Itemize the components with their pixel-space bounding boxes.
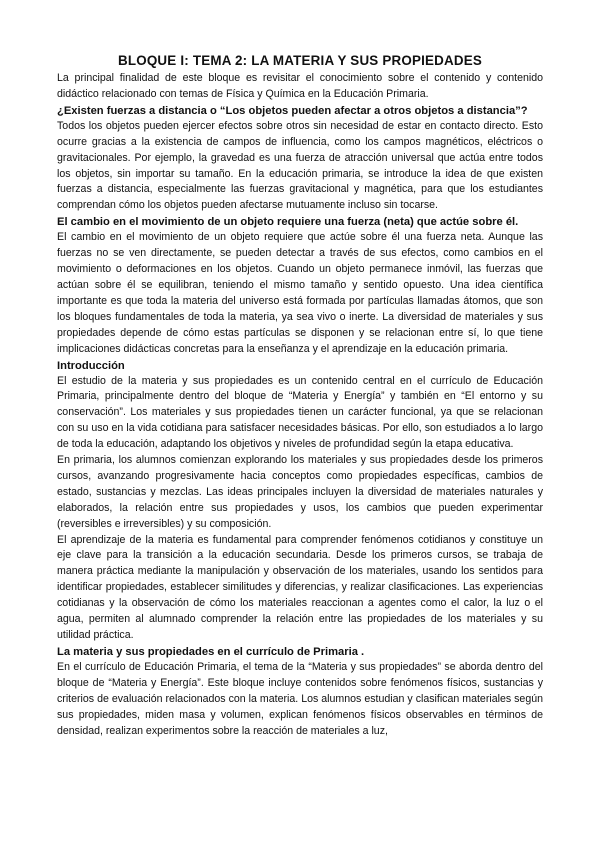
intro-paragraph: La principal finalidad de este bloque es revisitar el conocimiento sobre el contenido y contenido didáctico relacionado con temas de Física y Química en la Educación Primaria. — [57, 72, 543, 100]
paragraph-introduction-2: En primaria, los alumnos comienzan explorando los materiales y sus propiedades desde los primeros cursos, avanzando progresivamente hacia conceptos como propiedades específicas, cambios de estado, sustancias y mezclas. Las ideas principales incluyen la diversidad de materiales naturales y elaborados, la relación entre sus propiedades y usos, los cambios que pueden experimentar (reversibles e irreversibles) y su composición. — [57, 454, 543, 530]
paragraph-distance-forces: Todos los objetos pueden ejercer efectos sobre otros sin necesidad de estar en contacto directo. Esto ocurre gracias a la existencia de campos de influencia, como los campos magnéticos, eléctricos o gravitacionales. Por ejemplo, la gravedad es una fuerza de atracción universal que actúa entre todos los objetos, sin importar su tamaño. En la educación primaria, se introduce la idea de que existen fuerzas a distancia, especialmente las fuerzas gravitacional y magnética, para que los estudiantes comprendan cómo los objetos pueden afectarse mutuamente incluso sin tocarse. — [57, 119, 543, 212]
section-heading-curriculum: La materia y sus propiedades en el currículo de Primaria . — [57, 645, 365, 658]
section-heading-introduction: Introducción — [57, 359, 125, 372]
section-heading-net-force: El cambio en el movimiento de un objeto requiere una fuerza (neta) que actúe sobre él. — [57, 216, 519, 229]
paragraph-introduction-1: El estudio de la materia y sus propiedades es un contenido central en el currículo de Educación Primaria, principalmente dentro del bloque de “Materia y Energía” y también en “El entorno y su conservación”. Los materiales y sus propiedades tienen un carácter funcional, ya que se relacionan con su uso en la vida cotidiana para satisfacer necesidades básicas. Por ello, son estudiados a lo largo de toda la educación, adaptando los objetivos y niveles de profundidad según la etapa educativa. — [57, 374, 543, 451]
document-title: BLOQUE I: TEMA 2: LA MATERIA Y SUS PROPIEDADES — [117, 53, 483, 68]
paragraph-net-force: El cambio en el movimiento de un objeto requiere que actúe sobre él una fuerza neta. Aunque las fuerzas no se ven directamente, se pueden detectar a través de sus efectos, como cambios en el movimiento o deformaciones en los objetos. Cuando un objeto permanece inmóvil, las fuerzas que actúan sobre él se equilibran, teniendo el mismo tamaño y sentido opuesto. Una idea científica importante es que toda la materia del universo está formada por partículas llamadas átomos, que son los bloques fundamentales de toda la materia, ya sea vivo o inerte. La diversidad de materiales y sus propiedades depende de cómo estas partículas se disponen y se relacionan entre sí, lo que tiene implicaciones didácticas concretas para la enseñanza y el aprendizaje en la educación primaria. — [57, 231, 543, 355]
paragraph-curriculum-1: En el currículo de Educación Primaria, el tema de la “Materia y sus propiedades” se aborda dentro del bloque de “Materia y Energía”. Este bloque incluye contenidos sobre fenómenos físicos, sustancias y criterios de evaluación relacionados con la materia. Los alumnos estudian y clasifican materiales según sus propiedades, miden masa y volumen, explican fenómenos físicos observables en términos de densidad, realizan experimentos sobre la reacción de materiales a luz, — [57, 660, 543, 737]
paragraph-introduction-3: El aprendizaje de la materia es fundamental para comprender fenómenos cotidianos y constituye un eje clave para la transición a la educación secundaria. Desde los primeros cursos, se trabaja de manera práctica mediante la manipulación y observación de los materiales, usando los sentidos para identificar propiedades, establecer similitudes y diferencias, y realizar clasificaciones. Las experiencias cotidianas y la observación de cómo los materiales reaccionan a agentes como el calor, la luz o el agua, permiten al alumnado comprender la relación entre las propiedades de los materiales y su utilidad práctica. — [57, 533, 543, 641]
section-heading-distance-forces: ¿Existen fuerzas a distancia o “Los objetos pueden afectar a otros objetos a distancia”? — [57, 104, 528, 117]
